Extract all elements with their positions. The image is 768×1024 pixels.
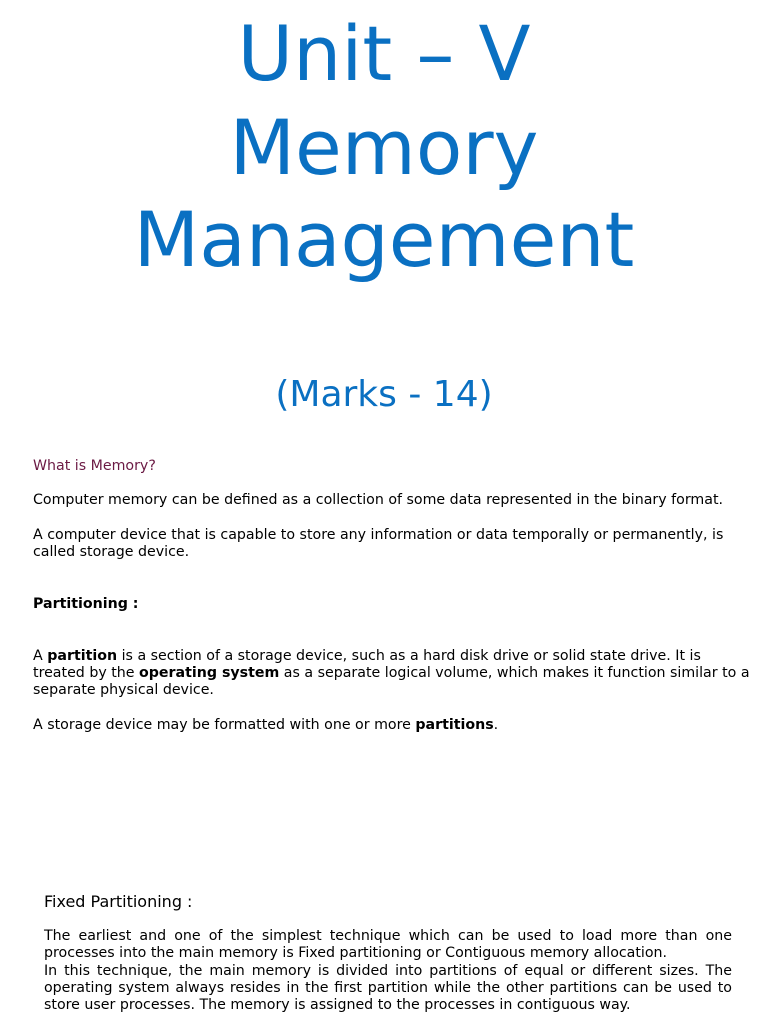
fixed-partitioning-heading: Fixed Partitioning : (44, 892, 193, 911)
format-text: A storage device may be formatted with one or more (33, 717, 416, 733)
fixed-line-1: The earliest and one of the simplest technique which can be used to load more than one processes into the main memory is Fixed partitioning or Contiguous memory allocation. (44, 928, 732, 962)
format-text: . (493, 717, 499, 733)
storage-device-paragraph: A computer device that is capable to store any information or data temporally or permanently, is called storage device. (33, 527, 724, 560)
fixed-partitioning-paragraph (44, 928, 732, 1014)
marks-subtitle: (Marks - 14) (275, 374, 493, 415)
what-is-memory-heading: What is Memory? (33, 458, 156, 474)
partition-text: is a section of a storage device, such as a hard disk drive or solid state drive. It is treated by the (33, 648, 701, 681)
partition-text: as a separate logical volume, which makes it function similar to a separate physical device. (33, 665, 750, 698)
title-line-unit: Unit – V (237, 9, 531, 98)
title-line-memory: Memory (229, 103, 539, 192)
format-paragraph (33, 717, 753, 734)
memory-definition: Computer memory can be defined as a collection of some data represented in the binary format. (33, 492, 724, 508)
title-line-management: Management (133, 195, 635, 284)
operating-system-term: operating system (139, 665, 280, 681)
partition-term: partition (47, 648, 118, 664)
fixed-line-2: In this technique, the main memory is divided into partitions of equal or different sizes. The operating system always resides in the first partition while the other partitions can be used to store user processes. The memory is assigned to the processes in contiguous way. (44, 962, 732, 1014)
partitions-term: partitions (415, 717, 494, 733)
partition-text: A (33, 648, 48, 664)
partitioning-heading: Partitioning : (33, 596, 139, 612)
partition-paragraph (33, 648, 753, 699)
